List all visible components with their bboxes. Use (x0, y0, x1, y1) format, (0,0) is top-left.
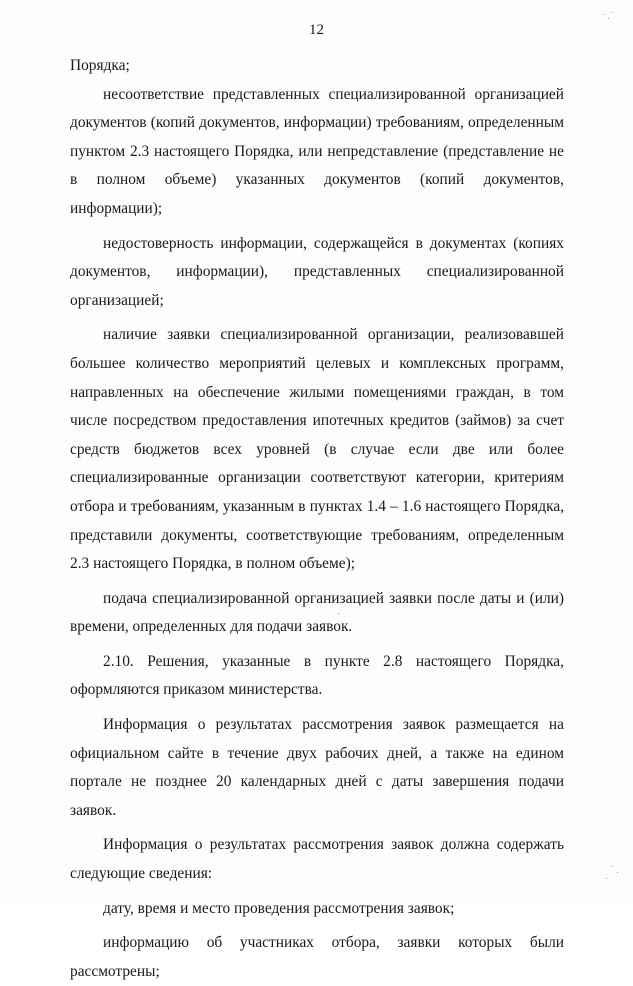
paragraph-continuation: Порядка; (70, 57, 130, 74)
paragraph-nonconformity: несоответствие представленных специализированной организацией документов (копий документов, информации) требованиям, определенным пунктом 2.3 настоящего Порядка, или непредставление (представление не в полном объеме) указанных документов (копий документов, информации); (70, 85, 564, 217)
scan-speck (608, 18, 609, 19)
scan-speck (617, 872, 618, 873)
paragraph-results-content: Информация о результатах рассмотрения заявок должна содержать следующие сведения: (70, 836, 564, 883)
paragraph-section-2-10: 2.10. Решения, указанные в пункте 2.8 настоящего Порядка, оформляются приказом министерства. (70, 652, 564, 699)
scan-speck (338, 613, 339, 614)
paragraph-late-submission: подача специализированной организацией заявки после даты и (или) времени, определенных для подачи заявок. (70, 589, 564, 636)
list-item-participants: информацию об участниках отбора, заявки которых были рассмотрены; (70, 934, 564, 980)
scan-speck (604, 14, 605, 15)
list-item-date-time-place: дату, время и место проведения рассмотрения заявок; (103, 899, 455, 917)
paragraph-results-publication: Информация о результатах рассмотрения заявок размещается на официальном сайте в течение двух рабочих дней, а также на едином портале не позднее 20 календарных дней с даты завершения подачи заявок. (70, 716, 564, 819)
document-body (70, 52, 564, 986)
page-number: 12 (309, 22, 324, 38)
scan-speck (612, 866, 613, 867)
scan-speck (612, 12, 613, 13)
paragraph-unreliable-info: недостоверность информации, содержащейся в документах (копиях документов, информации), представленных специализированной организацией; (70, 234, 564, 309)
paragraph-competing-application: наличие заявки специализированной организации, реализовавшей большее количество мероприятий целевых и комплексных программ, направленных на обеспечение жилыми помещениями граждан, в том числе посредством предоставления ипотечных кредитов (займов) за счет средств бюджетов всех уровней (в случае если две или более специализированные организации соответствуют категории, критериям отбора и требованиям, указанным в пунктах 1.4 – 1.6 настоящего Порядка, представили документы, соответствующие требованиям, определенным 2.3 настоящего Порядка, в полном объеме); (70, 326, 564, 573)
scan-speck (606, 878, 607, 879)
